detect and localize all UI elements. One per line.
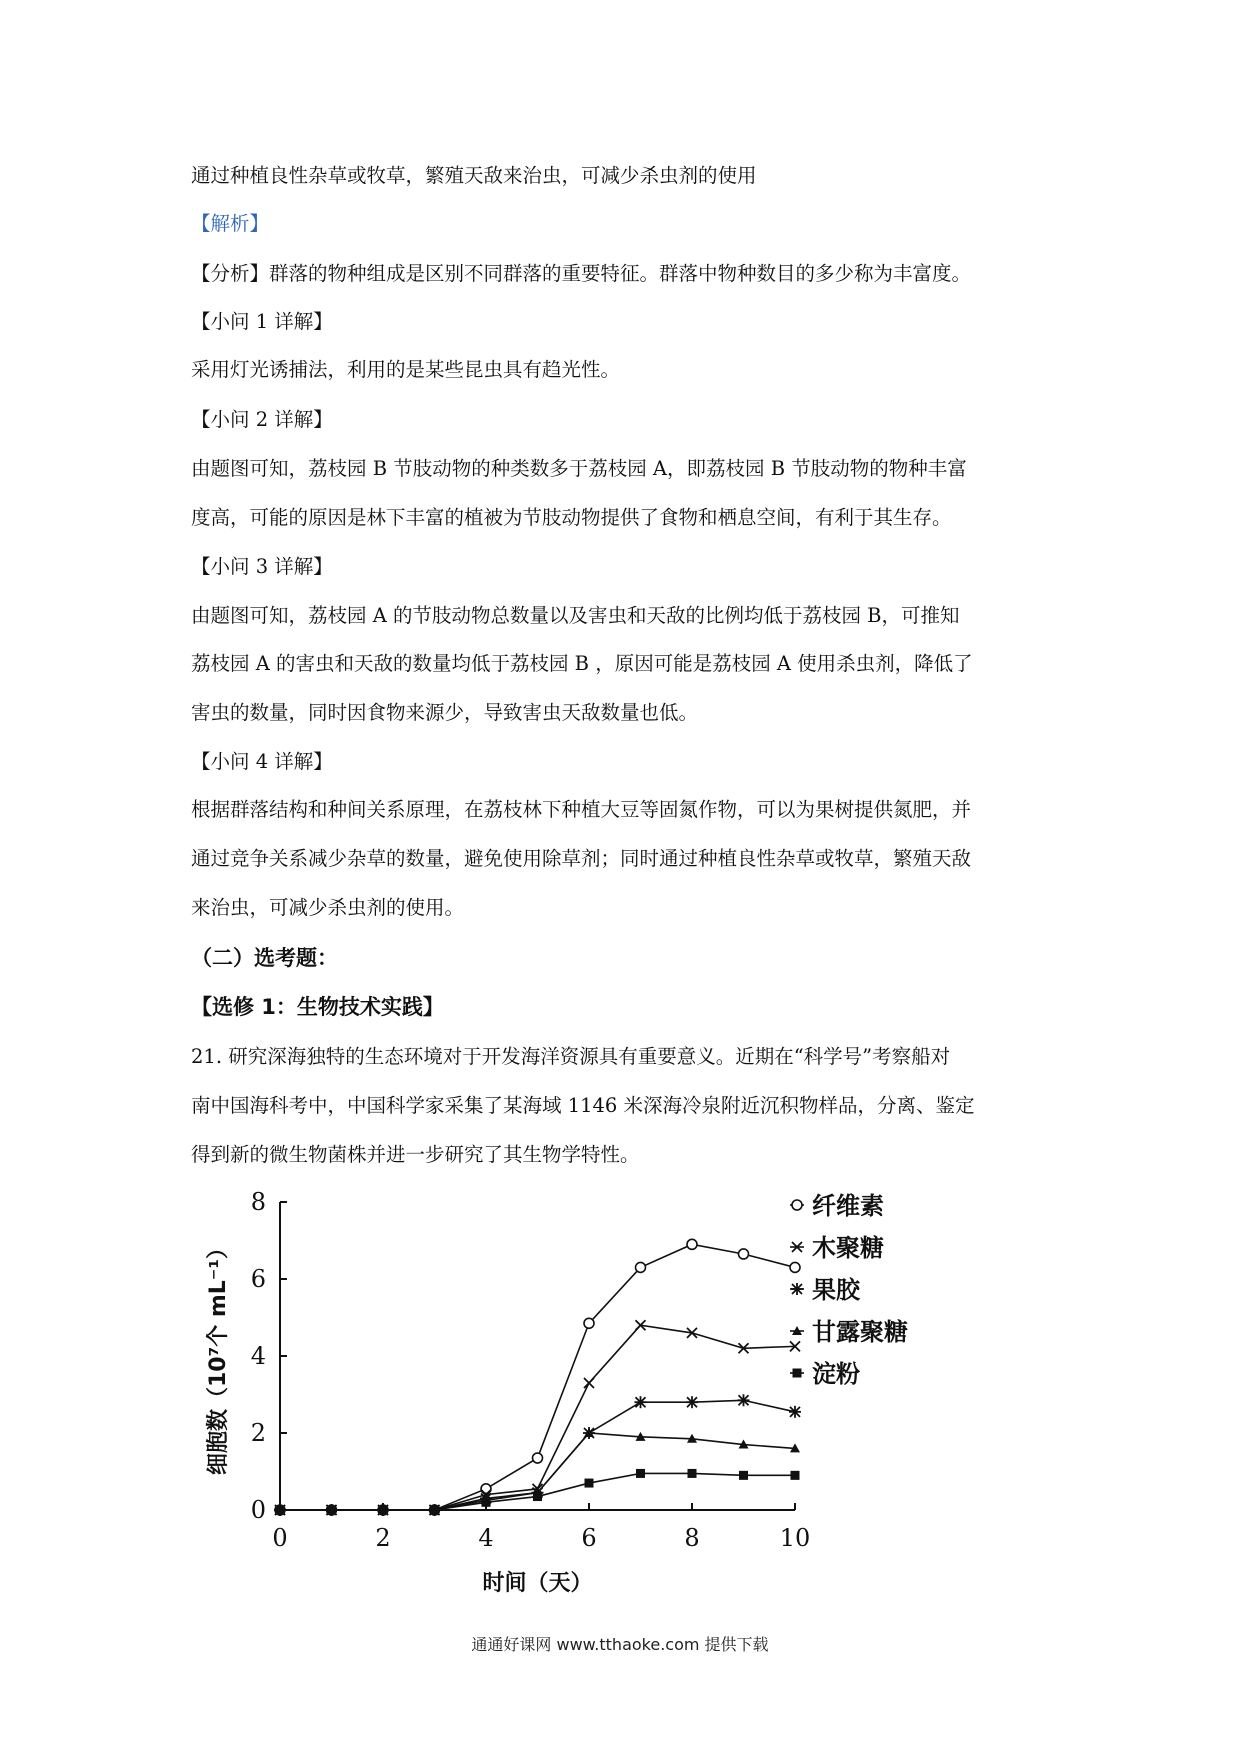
data-point-circle — [687, 1239, 697, 1249]
series-triangle — [275, 1428, 800, 1514]
legend-item — [790, 1234, 884, 1262]
section-heading-elective: （二）选考题： — [191, 946, 338, 970]
cell-count-line-chart — [200, 1185, 1060, 1605]
y-tick-label: 4 — [250, 1342, 266, 1370]
paragraph-line: 害虫的数量，同时因食物来源少，导致害虫天敌数量也低。 — [191, 701, 699, 724]
chart-legend — [790, 1192, 908, 1388]
question-line: 得到新的微生物菌株并进一步研究了其生物学特性。 — [191, 1143, 640, 1166]
question-line: 南中国海科考中，中国科学家采集了某海域 1146 米深海冷泉附近沉积物样品，分离、鉴定 — [191, 1094, 975, 1117]
y-tick-label: 8 — [250, 1188, 266, 1216]
series-x — [275, 1320, 800, 1515]
series-line — [280, 1325, 795, 1510]
data-point-star — [791, 1283, 803, 1295]
data-point-square — [636, 1469, 645, 1478]
x-tick-label: 6 — [581, 1524, 597, 1552]
paragraph-line: 来治虫，可减少杀虫剂的使用。 — [191, 896, 465, 919]
data-point-square — [276, 1506, 285, 1515]
legend-label: 甘露聚糖 — [812, 1318, 908, 1346]
chart-series — [274, 1239, 801, 1516]
sub-question-heading: 【小问 3 详解】 — [191, 555, 333, 578]
y-tick-label: 2 — [250, 1419, 266, 1447]
data-point-circle — [790, 1262, 800, 1272]
legend-label: 纤维素 — [812, 1192, 884, 1220]
paragraph-line: 采用灯光诱捕法，利用的是某些昆虫具有趋光性。 — [191, 358, 621, 381]
series-open-circle — [275, 1239, 800, 1515]
x-tick-label: 0 — [272, 1524, 288, 1552]
data-point-square — [688, 1469, 697, 1478]
x-tick-label: 10 — [779, 1524, 811, 1552]
data-point-star — [738, 1394, 750, 1406]
paragraph-line: 荔枝园 A 的害虫和天敌的数量均低于荔枝园 B ，原因可能是荔枝园 A 使用杀虫剂，降低了 — [191, 652, 973, 675]
series-line — [280, 1244, 795, 1510]
data-point-circle — [636, 1262, 646, 1272]
paragraph-line: 【分析】群落的物种组成是区别不同群落的重要特征。群落中物种数目的多少称为丰富度。 — [191, 262, 972, 285]
data-point-star — [686, 1396, 698, 1408]
data-point-star — [635, 1396, 647, 1408]
paragraph-line: 通过竞争关系减少杂草的数量，避免使用除草剂；同时通过种植良性杂草或牧草，繁殖天敌 — [191, 847, 972, 870]
paragraph-line: 由题图可知，荔枝园 B 节肢动物的种类数多于荔枝园 A，即荔枝园 B 节肢动物的物种丰富 — [191, 457, 967, 480]
paragraph-line: 通过种植良性杂草或牧草，繁殖天敌来治虫，可减少杀虫剂的使用 — [191, 164, 757, 187]
x-tick-label: 4 — [478, 1524, 494, 1552]
y-axis-title: 细胞数（10⁷个 mL⁻¹） — [206, 1236, 231, 1476]
section-heading-module: 【选修 1：生物技术实践】 — [191, 995, 444, 1019]
question-line: 21. 研究深海独特的生态环境对于开发海洋资源具有重要意义。近期在“科学号”考察船对 — [191, 1045, 951, 1068]
section-heading-analysis: 【解析】 — [191, 212, 270, 235]
data-point-circle — [584, 1318, 594, 1328]
legend-label: 淀粉 — [812, 1360, 860, 1388]
x-tick-label: 8 — [684, 1524, 700, 1552]
data-point-square — [327, 1506, 336, 1515]
data-point-square — [793, 1369, 802, 1378]
data-point-circle — [739, 1249, 749, 1259]
legend-item — [790, 1360, 860, 1388]
sub-question-heading: 【小问 4 详解】 — [191, 750, 333, 773]
legend-item — [790, 1276, 861, 1304]
data-point-square — [482, 1498, 491, 1507]
data-point-square — [430, 1506, 439, 1515]
x-axis-title: 时间（天） — [482, 1571, 593, 1596]
paragraph-line: 度高，可能的原因是林下丰富的植被为节肢动物提供了食物和栖息空间，有利于其生存。 — [191, 506, 952, 529]
sub-question-heading: 【小问 1 详解】 — [191, 310, 333, 333]
data-point-circle — [533, 1453, 543, 1463]
data-point-square — [739, 1471, 748, 1480]
data-point-square — [585, 1479, 594, 1488]
data-point-square — [791, 1471, 800, 1480]
data-point-cross — [584, 1378, 594, 1388]
y-tick-label: 0 — [250, 1496, 266, 1524]
sub-question-heading: 【小问 2 详解】 — [191, 408, 333, 431]
data-point-square — [379, 1506, 388, 1515]
legend-item — [790, 1318, 908, 1346]
legend-label: 木聚糖 — [812, 1234, 884, 1262]
paragraph-line: 由题图可知，荔枝园 A 的节肢动物总数量以及害虫和天敌的比例均低于荔枝园 B，可推知 — [191, 604, 960, 627]
paragraph-line: 根据群落结构和种间关系原理，在荔枝林下种植大豆等固氮作物，可以为果树提供氮肥，并 — [191, 798, 972, 821]
legend-item — [790, 1192, 884, 1220]
page-footer: 通通好课网 www.tthaoke.com 提供下载 — [471, 1635, 769, 1654]
data-point-square — [533, 1492, 542, 1501]
legend-label: 果胶 — [812, 1276, 860, 1304]
x-tick-label: 2 — [375, 1524, 391, 1552]
data-point-circle — [792, 1200, 802, 1210]
data-point-star — [789, 1406, 801, 1418]
y-tick-label: 6 — [250, 1265, 266, 1293]
